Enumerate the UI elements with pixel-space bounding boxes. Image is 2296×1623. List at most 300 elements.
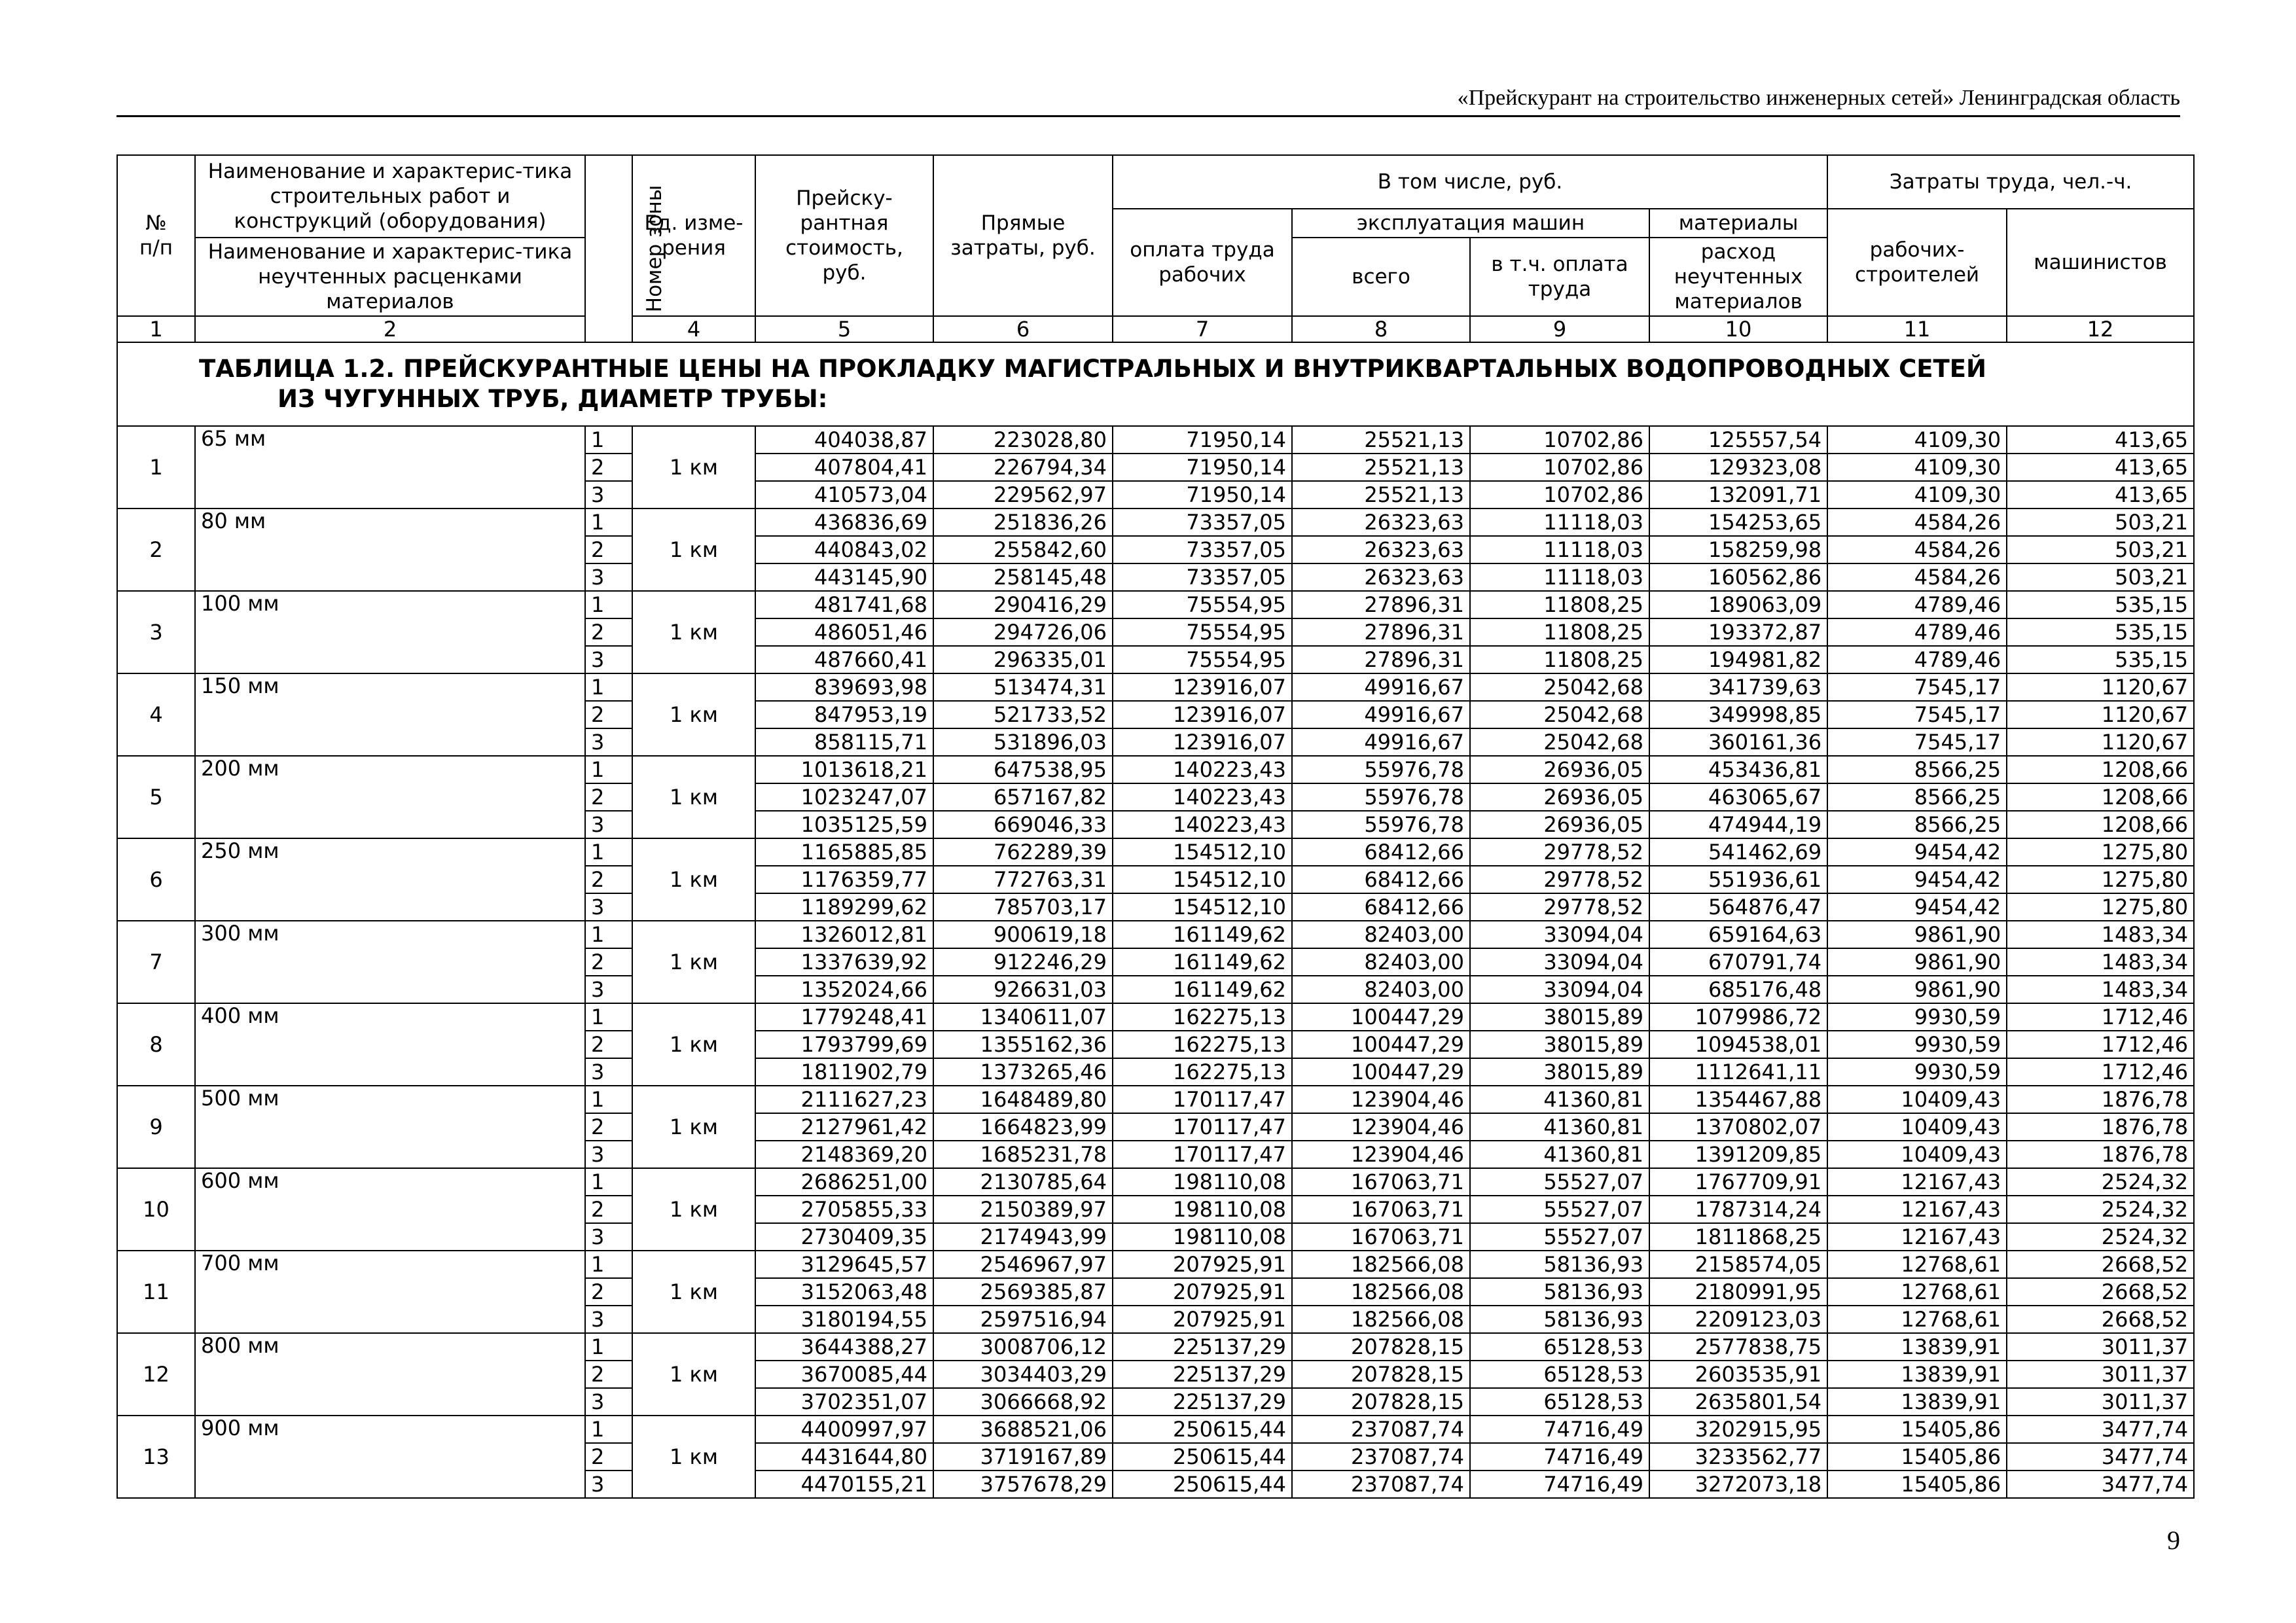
value-cell: 294726,06 bbox=[933, 618, 1113, 646]
value-cell: 161149,62 bbox=[1113, 976, 1292, 1003]
zone-number: 1 bbox=[585, 1416, 632, 1443]
value-cell: 2577838,75 bbox=[1649, 1333, 1827, 1361]
header-including: В том числе, руб. bbox=[1113, 155, 1827, 209]
value-cell: 474944,19 bbox=[1649, 811, 1827, 838]
value-cell: 49916,67 bbox=[1292, 673, 1470, 701]
value-cell: 25521,13 bbox=[1292, 481, 1470, 508]
value-cell: 3202915,95 bbox=[1649, 1416, 1827, 1443]
value-cell: 194981,82 bbox=[1649, 646, 1827, 673]
item-unit: 1 км bbox=[632, 1251, 755, 1333]
value-cell: 167063,71 bbox=[1292, 1196, 1470, 1223]
value-cell: 41360,81 bbox=[1470, 1113, 1649, 1141]
value-cell: 531896,03 bbox=[933, 728, 1113, 756]
value-cell: 785703,17 bbox=[933, 893, 1113, 921]
value-cell: 9454,42 bbox=[1827, 838, 2007, 866]
value-cell: 2174943,99 bbox=[933, 1223, 1113, 1251]
zone-number: 2 bbox=[585, 1361, 632, 1388]
value-cell: 1811902,79 bbox=[755, 1058, 933, 1086]
header-name-top: Наименование и характерис-тика строительных работ и конструкций (оборудования) bbox=[195, 155, 585, 238]
value-cell: 73357,05 bbox=[1113, 508, 1292, 536]
value-cell: 75554,95 bbox=[1113, 646, 1292, 673]
value-cell: 3034403,29 bbox=[933, 1361, 1113, 1388]
item-unit: 1 км bbox=[632, 1003, 755, 1086]
value-cell: 170117,47 bbox=[1113, 1141, 1292, 1168]
zone-number: 3 bbox=[585, 728, 632, 756]
value-cell: 2209123,03 bbox=[1649, 1306, 1827, 1333]
value-cell: 296335,01 bbox=[933, 646, 1113, 673]
value-cell: 58136,93 bbox=[1470, 1306, 1649, 1333]
value-cell: 659164,63 bbox=[1649, 921, 1827, 948]
zone-number: 3 bbox=[585, 893, 632, 921]
value-cell: 3066668,92 bbox=[933, 1388, 1113, 1416]
value-cell: 513474,31 bbox=[933, 673, 1113, 701]
zone-number: 3 bbox=[585, 1306, 632, 1333]
value-cell: 349998,85 bbox=[1649, 701, 1827, 728]
zone-number: 2 bbox=[585, 783, 632, 811]
value-cell: 4789,46 bbox=[1827, 591, 2007, 618]
value-cell: 4584,26 bbox=[1827, 508, 2007, 536]
value-cell: 3702351,07 bbox=[755, 1388, 933, 1416]
value-cell: 1685231,78 bbox=[933, 1141, 1113, 1168]
zone-number: 1 bbox=[585, 673, 632, 701]
value-cell: 2127961,42 bbox=[755, 1113, 933, 1141]
value-cell: 167063,71 bbox=[1292, 1168, 1470, 1196]
value-cell: 551936,61 bbox=[1649, 866, 1827, 893]
item-name: 250 мм bbox=[195, 838, 585, 921]
value-cell: 1779248,41 bbox=[755, 1003, 933, 1031]
value-cell: 3011,37 bbox=[2007, 1361, 2194, 1388]
value-cell: 3011,37 bbox=[2007, 1388, 2194, 1416]
value-cell: 68412,66 bbox=[1292, 866, 1470, 893]
value-cell: 170117,47 bbox=[1113, 1086, 1292, 1113]
table-row bbox=[117, 1251, 2194, 1278]
value-cell: 772763,31 bbox=[933, 866, 1113, 893]
item-name: 80 мм bbox=[195, 508, 585, 591]
value-cell: 15405,86 bbox=[1827, 1443, 2007, 1471]
value-cell: 9861,90 bbox=[1827, 976, 2007, 1003]
column-number: 2 bbox=[195, 316, 585, 342]
value-cell: 154253,65 bbox=[1649, 508, 1827, 536]
value-cell: 207828,15 bbox=[1292, 1388, 1470, 1416]
value-cell: 237087,74 bbox=[1292, 1471, 1470, 1498]
value-cell: 207925,91 bbox=[1113, 1251, 1292, 1278]
value-cell: 839693,98 bbox=[755, 673, 933, 701]
value-cell: 25042,68 bbox=[1470, 728, 1649, 756]
value-cell: 847953,19 bbox=[755, 701, 933, 728]
value-cell: 123916,07 bbox=[1113, 701, 1292, 728]
value-cell: 8566,25 bbox=[1827, 756, 2007, 783]
value-cell: 10409,43 bbox=[1827, 1141, 2007, 1168]
value-cell: 12768,61 bbox=[1827, 1306, 2007, 1333]
value-cell: 250615,44 bbox=[1113, 1416, 1292, 1443]
value-cell: 1208,66 bbox=[2007, 783, 2194, 811]
header-materials: расход неучтенных материалов bbox=[1649, 238, 1827, 316]
item-unit: 1 км bbox=[632, 1416, 755, 1498]
zone-number: 1 bbox=[585, 426, 632, 454]
value-cell: 535,15 bbox=[2007, 618, 2194, 646]
item-unit: 1 км bbox=[632, 1086, 755, 1168]
value-cell: 1483,34 bbox=[2007, 921, 2194, 948]
value-cell: 9861,90 bbox=[1827, 948, 2007, 976]
value-cell: 9930,59 bbox=[1827, 1058, 2007, 1086]
table-row bbox=[117, 921, 2194, 948]
value-cell: 3644388,27 bbox=[755, 1333, 933, 1361]
value-cell: 160562,86 bbox=[1649, 563, 1827, 591]
value-cell: 11808,25 bbox=[1470, 646, 1649, 673]
value-cell: 4109,30 bbox=[1827, 454, 2007, 481]
item-name: 65 мм bbox=[195, 426, 585, 508]
item-number: 4 bbox=[117, 673, 195, 756]
column-number: 8 bbox=[1292, 316, 1470, 342]
zone-number: 2 bbox=[585, 1278, 632, 1306]
zone-number: 2 bbox=[585, 866, 632, 893]
item-number: 7 bbox=[117, 921, 195, 1003]
value-cell: 2148369,20 bbox=[755, 1141, 933, 1168]
item-number: 6 bbox=[117, 838, 195, 921]
value-cell: 29778,52 bbox=[1470, 866, 1649, 893]
table-row bbox=[117, 1168, 2194, 1196]
value-cell: 2524,32 bbox=[2007, 1168, 2194, 1196]
value-cell: 74716,49 bbox=[1470, 1443, 1649, 1471]
item-unit: 1 км bbox=[632, 1333, 755, 1416]
value-cell: 100447,29 bbox=[1292, 1058, 1470, 1086]
value-cell: 1208,66 bbox=[2007, 811, 2194, 838]
value-cell: 41360,81 bbox=[1470, 1141, 1649, 1168]
item-unit: 1 км bbox=[632, 756, 755, 838]
value-cell: 65128,53 bbox=[1470, 1333, 1649, 1361]
value-cell: 198110,08 bbox=[1113, 1223, 1292, 1251]
value-cell: 3477,74 bbox=[2007, 1471, 2194, 1498]
value-cell: 154512,10 bbox=[1113, 866, 1292, 893]
column-number: 10 bbox=[1649, 316, 1827, 342]
value-cell: 82403,00 bbox=[1292, 976, 1470, 1003]
value-cell: 154512,10 bbox=[1113, 893, 1292, 921]
value-cell: 9454,42 bbox=[1827, 893, 2007, 921]
value-cell: 167063,71 bbox=[1292, 1223, 1470, 1251]
zone-number: 2 bbox=[585, 701, 632, 728]
value-cell: 207925,91 bbox=[1113, 1306, 1292, 1333]
table-row bbox=[117, 1416, 2194, 1443]
value-cell: 250615,44 bbox=[1113, 1471, 1292, 1498]
value-cell: 25042,68 bbox=[1470, 701, 1649, 728]
value-cell: 13839,91 bbox=[1827, 1361, 2007, 1388]
value-cell: 2111627,23 bbox=[755, 1086, 933, 1113]
value-cell: 29778,52 bbox=[1470, 838, 1649, 866]
zone-number: 1 bbox=[585, 1086, 632, 1113]
zone-number: 2 bbox=[585, 948, 632, 976]
value-cell: 503,21 bbox=[2007, 563, 2194, 591]
value-cell: 132091,71 bbox=[1649, 481, 1827, 508]
zone-number: 2 bbox=[585, 1031, 632, 1058]
value-cell: 1793799,69 bbox=[755, 1031, 933, 1058]
header-price: Прейску-рантная стоимость, руб. bbox=[755, 155, 933, 316]
value-cell: 360161,36 bbox=[1649, 728, 1827, 756]
value-cell: 3129645,57 bbox=[755, 1251, 933, 1278]
value-cell: 65128,53 bbox=[1470, 1361, 1649, 1388]
zone-number: 3 bbox=[585, 481, 632, 508]
table-row bbox=[117, 673, 2194, 701]
value-cell: 1373265,46 bbox=[933, 1058, 1113, 1086]
item-name: 400 мм bbox=[195, 1003, 585, 1086]
value-cell: 123904,46 bbox=[1292, 1086, 1470, 1113]
value-cell: 251836,26 bbox=[933, 508, 1113, 536]
value-cell: 55976,78 bbox=[1292, 756, 1470, 783]
table-row bbox=[117, 1086, 2194, 1113]
value-cell: 535,15 bbox=[2007, 591, 2194, 618]
value-cell: 55976,78 bbox=[1292, 783, 1470, 811]
value-cell: 198110,08 bbox=[1113, 1168, 1292, 1196]
table-caption-line1: ТАБЛИЦА 1.2. ПРЕЙСКУРАНТНЫЕ ЦЕНЫ НА ПРОКЛАДКУ МАГИСТРАЛЬНЫХ И ВНУТРИКВАРТАЛЬНЫХ ВОДОПРОВОДНЫХ СЕТЕЙ bbox=[199, 355, 1986, 383]
value-cell: 2524,32 bbox=[2007, 1196, 2194, 1223]
value-cell: 4584,26 bbox=[1827, 563, 2007, 591]
value-cell: 440843,02 bbox=[755, 536, 933, 563]
item-name: 600 мм bbox=[195, 1168, 585, 1251]
zone-number: 1 bbox=[585, 1333, 632, 1361]
value-cell: 443145,90 bbox=[755, 563, 933, 591]
table-row bbox=[117, 508, 2194, 536]
value-cell: 10702,86 bbox=[1470, 454, 1649, 481]
value-cell: 55976,78 bbox=[1292, 811, 1470, 838]
value-cell: 13839,91 bbox=[1827, 1388, 2007, 1416]
value-cell: 2158574,05 bbox=[1649, 1251, 1827, 1278]
header-wages: оплата труда рабочих bbox=[1113, 209, 1292, 316]
value-cell: 3233562,77 bbox=[1649, 1443, 1827, 1471]
value-cell: 75554,95 bbox=[1113, 618, 1292, 646]
value-cell: 410573,04 bbox=[755, 481, 933, 508]
value-cell: 25042,68 bbox=[1470, 673, 1649, 701]
value-cell: 1079986,72 bbox=[1649, 1003, 1827, 1031]
value-cell: 11118,03 bbox=[1470, 508, 1649, 536]
value-cell: 38015,89 bbox=[1470, 1003, 1649, 1031]
item-number: 9 bbox=[117, 1086, 195, 1168]
value-cell: 226794,34 bbox=[933, 454, 1113, 481]
value-cell: 1094538,01 bbox=[1649, 1031, 1827, 1058]
table-row bbox=[117, 1003, 2194, 1031]
value-cell: 193372,87 bbox=[1649, 618, 1827, 646]
value-cell: 55527,07 bbox=[1470, 1168, 1649, 1196]
value-cell: 3477,74 bbox=[2007, 1416, 2194, 1443]
item-unit: 1 км bbox=[632, 426, 755, 508]
value-cell: 2130785,64 bbox=[933, 1168, 1113, 1196]
value-cell: 82403,00 bbox=[1292, 948, 1470, 976]
value-cell: 8566,25 bbox=[1827, 811, 2007, 838]
value-cell: 669046,33 bbox=[933, 811, 1113, 838]
value-cell: 10702,86 bbox=[1470, 426, 1649, 454]
value-cell: 129323,08 bbox=[1649, 454, 1827, 481]
value-cell: 1326012,81 bbox=[755, 921, 933, 948]
table-row bbox=[117, 426, 2194, 454]
value-cell: 647538,95 bbox=[933, 756, 1113, 783]
value-cell: 1876,78 bbox=[2007, 1086, 2194, 1113]
value-cell: 2668,52 bbox=[2007, 1278, 2194, 1306]
header-machines-wages: в т.ч. оплата труда bbox=[1470, 238, 1649, 316]
value-cell: 4109,30 bbox=[1827, 481, 2007, 508]
value-cell: 26323,63 bbox=[1292, 563, 1470, 591]
value-cell: 1767709,91 bbox=[1649, 1168, 1827, 1196]
table-caption-line2: ИЗ ЧУГУННЫХ ТРУБ, ДИАМЕТР ТРУБЫ: bbox=[278, 385, 828, 413]
value-cell: 486051,46 bbox=[755, 618, 933, 646]
value-cell: 1355162,36 bbox=[933, 1031, 1113, 1058]
zone-number: 2 bbox=[585, 454, 632, 481]
item-number: 10 bbox=[117, 1168, 195, 1251]
item-unit: 1 км bbox=[632, 838, 755, 921]
table-row bbox=[117, 838, 2194, 866]
value-cell: 1176359,77 bbox=[755, 866, 933, 893]
item-name: 700 мм bbox=[195, 1251, 585, 1333]
item-number: 5 bbox=[117, 756, 195, 838]
zone-number: 3 bbox=[585, 1058, 632, 1086]
value-cell: 29778,52 bbox=[1470, 893, 1649, 921]
value-cell: 33094,04 bbox=[1470, 921, 1649, 948]
value-cell: 3688521,06 bbox=[933, 1416, 1113, 1443]
column-number: 4 bbox=[632, 316, 755, 342]
value-cell: 2705855,33 bbox=[755, 1196, 933, 1223]
value-cell: 1165885,85 bbox=[755, 838, 933, 866]
value-cell: 503,21 bbox=[2007, 536, 2194, 563]
price-table bbox=[117, 154, 2195, 1499]
value-cell: 123916,07 bbox=[1113, 728, 1292, 756]
value-cell: 521733,52 bbox=[933, 701, 1113, 728]
zone-number: 1 bbox=[585, 1251, 632, 1278]
value-cell: 58136,93 bbox=[1470, 1278, 1649, 1306]
value-cell: 1112641,11 bbox=[1649, 1058, 1827, 1086]
header-machines-group: эксплуатация машин bbox=[1292, 209, 1649, 238]
value-cell: 125557,54 bbox=[1649, 426, 1827, 454]
value-cell: 140223,43 bbox=[1113, 811, 1292, 838]
zone-number: 2 bbox=[585, 1443, 632, 1471]
value-cell: 207828,15 bbox=[1292, 1333, 1470, 1361]
value-cell: 4789,46 bbox=[1827, 618, 2007, 646]
value-cell: 25521,13 bbox=[1292, 426, 1470, 454]
value-cell: 58136,93 bbox=[1470, 1251, 1649, 1278]
value-cell: 1120,67 bbox=[2007, 728, 2194, 756]
column-number: 6 bbox=[933, 316, 1113, 342]
value-cell: 1337639,92 bbox=[755, 948, 933, 976]
table-caption bbox=[117, 342, 2194, 426]
value-cell: 229562,97 bbox=[933, 481, 1113, 508]
value-cell: 140223,43 bbox=[1113, 783, 1292, 811]
item-unit: 1 км bbox=[632, 591, 755, 673]
value-cell: 26936,05 bbox=[1470, 811, 1649, 838]
value-cell: 73357,05 bbox=[1113, 563, 1292, 591]
header-direct: Прямые затраты, руб. bbox=[933, 155, 1113, 316]
value-cell: 1664823,99 bbox=[933, 1113, 1113, 1141]
value-cell: 182566,08 bbox=[1292, 1306, 1470, 1333]
zone-number: 2 bbox=[585, 1113, 632, 1141]
table-caption-row bbox=[117, 342, 2194, 426]
value-cell: 182566,08 bbox=[1292, 1278, 1470, 1306]
value-cell: 926631,03 bbox=[933, 976, 1113, 1003]
value-cell: 73357,05 bbox=[1113, 536, 1292, 563]
item-number: 3 bbox=[117, 591, 195, 673]
value-cell: 1483,34 bbox=[2007, 948, 2194, 976]
value-cell: 1712,46 bbox=[2007, 1058, 2194, 1086]
value-cell: 10702,86 bbox=[1470, 481, 1649, 508]
value-cell: 1811868,25 bbox=[1649, 1223, 1827, 1251]
value-cell: 33094,04 bbox=[1470, 976, 1649, 1003]
value-cell: 7545,17 bbox=[1827, 728, 2007, 756]
item-name: 300 мм bbox=[195, 921, 585, 1003]
value-cell: 1370802,07 bbox=[1649, 1113, 1827, 1141]
item-unit: 1 км bbox=[632, 921, 755, 1003]
value-cell: 503,21 bbox=[2007, 508, 2194, 536]
table-row bbox=[117, 756, 2194, 783]
value-cell: 413,65 bbox=[2007, 481, 2194, 508]
value-cell: 10409,43 bbox=[1827, 1086, 2007, 1113]
value-cell: 1483,34 bbox=[2007, 976, 2194, 1003]
item-number: 13 bbox=[117, 1416, 195, 1498]
value-cell: 27896,31 bbox=[1292, 646, 1470, 673]
value-cell: 2569385,87 bbox=[933, 1278, 1113, 1306]
zone-number: 1 bbox=[585, 921, 632, 948]
value-cell: 11808,25 bbox=[1470, 618, 1649, 646]
value-cell: 1787314,24 bbox=[1649, 1196, 1827, 1223]
value-cell: 198110,08 bbox=[1113, 1196, 1292, 1223]
zone-number: 2 bbox=[585, 1196, 632, 1223]
zone-number: 1 bbox=[585, 508, 632, 536]
zone-number: 1 bbox=[585, 1168, 632, 1196]
value-cell: 82403,00 bbox=[1292, 921, 1470, 948]
value-cell: 1208,66 bbox=[2007, 756, 2194, 783]
value-cell: 38015,89 bbox=[1470, 1031, 1649, 1058]
column-number: 9 bbox=[1470, 316, 1649, 342]
value-cell: 11808,25 bbox=[1470, 591, 1649, 618]
value-cell: 1275,80 bbox=[2007, 893, 2194, 921]
value-cell: 100447,29 bbox=[1292, 1031, 1470, 1058]
value-cell: 27896,31 bbox=[1292, 591, 1470, 618]
value-cell: 68412,66 bbox=[1292, 838, 1470, 866]
value-cell: 15405,86 bbox=[1827, 1471, 2007, 1498]
column-number: 1 bbox=[117, 316, 195, 342]
value-cell: 3272073,18 bbox=[1649, 1471, 1827, 1498]
value-cell: 74716,49 bbox=[1470, 1471, 1649, 1498]
table-row bbox=[117, 591, 2194, 618]
header-labor: Затраты труда, чел.-ч. bbox=[1827, 155, 2194, 209]
value-cell: 26323,63 bbox=[1292, 508, 1470, 536]
value-cell: 9930,59 bbox=[1827, 1031, 2007, 1058]
value-cell: 685176,48 bbox=[1649, 976, 1827, 1003]
column-number: 12 bbox=[2007, 316, 2194, 342]
zone-number: 3 bbox=[585, 1388, 632, 1416]
header-name-bottom: Наименование и характерис-тика неучтенных расценками материалов bbox=[195, 238, 585, 316]
value-cell: 49916,67 bbox=[1292, 701, 1470, 728]
value-cell: 11118,03 bbox=[1470, 536, 1649, 563]
value-cell: 162275,13 bbox=[1113, 1058, 1292, 1086]
value-cell: 225137,29 bbox=[1113, 1388, 1292, 1416]
header-operators: машинистов bbox=[2007, 209, 2194, 316]
value-cell: 12167,43 bbox=[1827, 1223, 2007, 1251]
zone-number: 3 bbox=[585, 811, 632, 838]
value-cell: 564876,47 bbox=[1649, 893, 1827, 921]
value-cell: 26323,63 bbox=[1292, 536, 1470, 563]
value-cell: 12167,43 bbox=[1827, 1196, 2007, 1223]
value-cell: 436836,69 bbox=[755, 508, 933, 536]
zone-number: 2 bbox=[585, 618, 632, 646]
header-materials-group: материалы bbox=[1649, 209, 1827, 238]
value-cell: 453436,81 bbox=[1649, 756, 1827, 783]
item-name: 150 мм bbox=[195, 673, 585, 756]
column-number: 11 bbox=[1827, 316, 2007, 342]
item-number: 8 bbox=[117, 1003, 195, 1086]
value-cell: 1120,67 bbox=[2007, 673, 2194, 701]
value-cell: 161149,62 bbox=[1113, 921, 1292, 948]
value-cell: 2668,52 bbox=[2007, 1306, 2194, 1333]
value-cell: 49916,67 bbox=[1292, 728, 1470, 756]
value-cell: 71950,14 bbox=[1113, 454, 1292, 481]
value-cell: 4431644,80 bbox=[755, 1443, 933, 1471]
value-cell: 762289,39 bbox=[933, 838, 1113, 866]
zone-number: 3 bbox=[585, 1223, 632, 1251]
